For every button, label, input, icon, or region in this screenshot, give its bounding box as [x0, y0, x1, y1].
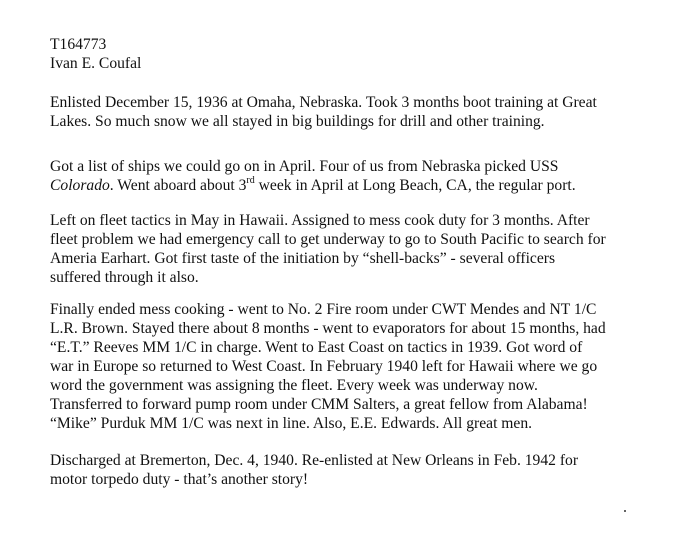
text-segment: week in April at Long Beach, CA, the regular port. — [254, 177, 576, 194]
text-line: “E.T.” Reeves MM 1/C in charge. Went to East Coast on tactics in 1939. Got word of — [50, 339, 583, 356]
author-name: Ivan E. Coufal — [50, 55, 142, 72]
text-line: suffered through it also. — [50, 269, 199, 286]
text-line: war in Europe so returned to West Coast. In February 1940 left for Hawaii where we go — [50, 358, 598, 375]
paragraph-fleet-tactics — [50, 211, 690, 287]
text-line: fleet problem we had emergency call to get underway to go to South Pacific to search for — [50, 231, 606, 248]
text-line: word the government was assigning the fleet. Every week was underway now. — [50, 377, 538, 394]
text-line: Left on fleet tactics in May in Hawaii. Assigned to mess cook duty for 3 months. After — [50, 212, 590, 229]
document-id: T164773 — [50, 36, 107, 53]
scan-speck — [624, 510, 626, 512]
paragraph-ship-assignment — [50, 157, 690, 195]
text-line: Transferred to forward pump room under CMM Salters, a great fellow from Alabama! — [50, 396, 588, 413]
paragraph-enlistment — [50, 93, 690, 131]
ship-name-italic: Colorado — [50, 177, 110, 194]
text-line: Discharged at Bremerton, Dec. 4, 1940. Re-enlisted at New Orleans in Feb. 1942 for — [50, 452, 579, 469]
text-line: Ameria Earhart. Got first taste of the initiation by “shell-backs” - several officers — [50, 250, 556, 267]
text-line: motor torpedo duty - that’s another story! — [50, 471, 309, 488]
text-line: Enlisted December 15, 1936 at Omaha, Nebraska. Took 3 months boot training at Great — [50, 94, 597, 111]
paragraph-fire-room — [50, 300, 690, 433]
text-line: L.R. Brown. Stayed there about 8 months - went to evaporators for about 15 months, had — [50, 320, 606, 337]
text-line — [50, 176, 690, 195]
text-line: Lakes. So much snow we all stayed in big buildings for drill and other training. — [50, 113, 545, 130]
ordinal-superscript: rd — [246, 174, 255, 186]
text-line: Finally ended mess cooking - went to No. 2 Fire room under CWT Mendes and NT 1/C — [50, 301, 597, 318]
document-header — [50, 35, 141, 73]
text-line: Got a list of ships we could go on in April. Four of us from Nebraska picked USS — [50, 158, 559, 175]
text-line: “Mike” Purduk MM 1/C was next in line. Also, E.E. Edwards. All great men. — [50, 415, 533, 432]
text-segment: . Went aboard about 3 — [109, 177, 247, 194]
paragraph-discharge — [50, 451, 690, 489]
